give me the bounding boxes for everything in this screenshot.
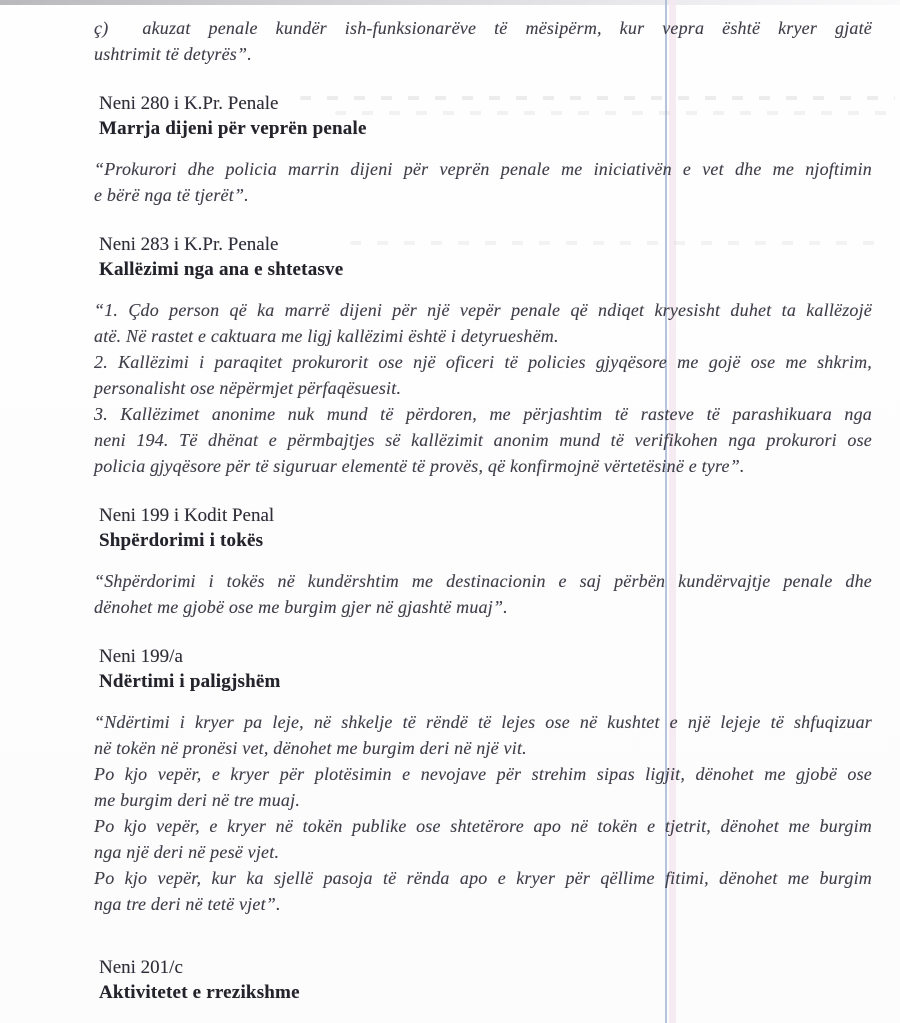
article-title: Shpërdorimi i tokës: [99, 530, 264, 551]
paragraph-line: Po kjo vepër, kur ka sjellë pasoja të rënda apo e kryer për qëllime fitimi, dënohet me burgim: [94, 868, 872, 888]
article-ref: Neni 199/a: [99, 646, 183, 667]
article-title: Kallëzimi nga ana e shtetasve: [99, 259, 344, 280]
paragraph-line: personalisht ose nëpërmjet përfaqësuesit.: [94, 378, 402, 398]
paragraph-line: me burgim deri në tre muaj.: [94, 790, 301, 810]
article-title: Ndërtimi i paligjshëm: [99, 671, 281, 692]
article-paragraph: [94, 15, 872, 67]
article-heading: [99, 955, 872, 1005]
paragraph-line: “Shpërdorimi i tokës në kundërshtim me destinacionin e saj përbën kundërvajtje penale dhe: [94, 571, 872, 591]
paragraph-line: ushtrimit të detyrës”.: [94, 44, 252, 64]
paragraph-line: e bërë nga të tjerët”.: [94, 185, 249, 205]
article-paragraph: [94, 156, 872, 208]
document-content: [94, 15, 872, 1005]
paragraph-line: nga një deri në pesë vjet.: [94, 842, 280, 862]
article-paragraph: [94, 297, 872, 479]
article-paragraph: [94, 709, 872, 917]
paragraph-line: “Ndërtimi i kryer pa leje, në shkelje të rëndë të lejes ose në kushtet e një lejeje të shfuqizuar: [94, 712, 872, 732]
paragraph-line: në tokën në pronësi vet, dënohet me burgim deri në një vit.: [94, 738, 527, 758]
article-heading: [99, 232, 872, 282]
article-ref: Neni 283 i K.Pr. Penale: [99, 234, 279, 255]
article-heading: [99, 644, 872, 694]
article-heading: [99, 91, 872, 141]
paragraph-line: 3. Kallëzimet anonime nuk mund të përdoren, me përjashtim të rasteve të parashikuara nga: [94, 404, 872, 424]
paragraph-line: Po kjo vepër, e kryer në tokën publike ose shtetërore apo në tokën e tjetrit, dënohet me burgim: [94, 816, 872, 836]
paragraph-line: policia gjyqësore për të siguruar elementë të provës, që konfirmojnë vërtetësinë e tyre”.: [94, 456, 745, 476]
paragraph-line: “Prokurori dhe policia marrin dijeni për veprën penale me iniciativën e vet dhe me njoftimin: [94, 159, 872, 179]
article-paragraph: [94, 568, 872, 620]
paragraph-line: Po kjo vepër, e kryer për plotësimin e nevojave për strehim sipas ligjit, dënohet me gjobë ose: [94, 764, 872, 784]
article-heading: [99, 503, 872, 553]
paragraph-line: dënohet me gjobë ose me burgim gjer në gjashtë muaj”.: [94, 597, 508, 617]
paragraph-line: nga tre deri në tetë vjet”.: [94, 894, 281, 914]
article-ref: Neni 201/c: [99, 957, 183, 978]
article-title: Marrja dijeni për veprën penale: [99, 118, 367, 139]
paragraph-line: “1. Çdo person që ka marrë dijeni për një vepër penale që ndiqet kryesisht duhet ta kallëzojë: [94, 300, 872, 320]
article-ref: Neni 199 i Kodit Penal: [99, 505, 275, 526]
article-title: Aktivitetet e rrezikshme: [99, 982, 300, 1003]
article-ref: Neni 280 i K.Pr. Penale: [99, 93, 279, 114]
paragraph-line: atë. Në rastet e caktuara me ligj kallëzimi është i detyrueshëm.: [94, 326, 559, 346]
paragraph-line: 2. Kallëzimi i paraqitet prokurorit ose një oficeri të policies gjyqësore me gojë ose me shkrim,: [94, 352, 872, 372]
paragraph-line: neni 194. Të dhënat e përmbajtjes së kallëzimit anonim mund të verifikohen nga prokurori ose: [94, 430, 872, 450]
paragraph-line: ç) akuzat penale kundër ish-funksionarëve të mësipërm, kur vepra është kryer gjatë: [94, 18, 872, 38]
scan-top-edge-band: [0, 0, 900, 5]
